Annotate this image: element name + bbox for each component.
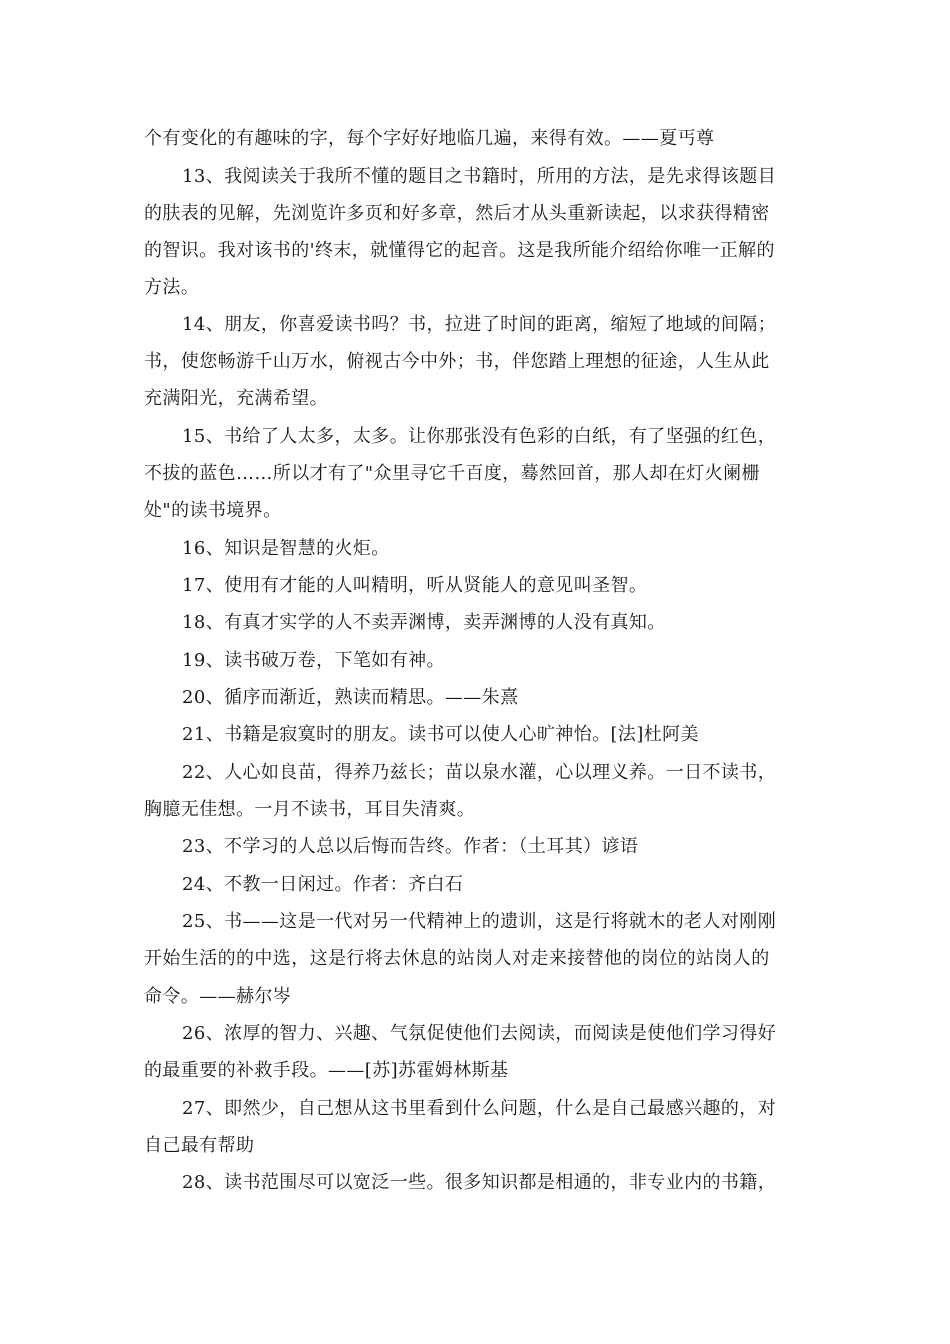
text-line: 28、读书范围尽可以宽泛一些。很多知识都是相通的，非专业内的书籍， — [182, 1172, 777, 1193]
text-line: 20、循序而渐近，熟读而精思。——朱熹 — [182, 687, 519, 708]
text-line: 23、不学习的人总以后悔而告终。作者：（土耳其）谚语 — [182, 836, 639, 857]
text-line: 不拔的蓝色……所以才有了"众里寻它千百度，蓦然回首，那人却在灯火阑栅 — [144, 463, 760, 484]
text-line: 25、书——这是一代对另一代精神上的遗训，这是行将就木的老人对刚刚 — [182, 911, 777, 932]
text-line: 18、有真才实学的人不卖弄渊博，卖弄渊博的人没有真知。 — [182, 612, 666, 633]
text-line: 21、书籍是寂寞时的朋友。读书可以使人心旷神怡。[法]杜阿美 — [182, 724, 699, 745]
text-line: 自己最有帮助 — [144, 1135, 255, 1156]
text-line: 方法。 — [144, 277, 200, 298]
text-line: 的最重要的补救手段。——[苏]苏霍姆林斯基 — [144, 1060, 509, 1081]
text-line: 处"的读书境界。 — [144, 500, 282, 521]
text-line: 开始生活的的中选，这是行将去休息的站岗人对走来接替他的岗位的站岗人的 — [144, 948, 770, 969]
text-line: 胸臆无佳想。一月不读书，耳目失清爽。 — [144, 799, 476, 820]
text-line: 的智识。我对该书的'终末，就懂得它的起音。这是我所能介绍给你唯一正解的 — [144, 240, 775, 261]
text-line: 22、人心如良苗，得养乃兹长；苗以泉水灌，心以理义养。一日不读书， — [182, 762, 777, 783]
text-line: 14、朋友，你喜爱读书吗？书，拉进了时间的距离，缩短了地域的间隔； — [182, 314, 777, 335]
text-line: 的肤表的见解，先浏览许多页和好多章，然后才从头重新读起，以求获得精密 — [144, 203, 770, 224]
text-line: 17、使用有才能的人叫精明，听从贤能人的意见叫圣智。 — [182, 575, 648, 596]
text-line: 充满阳光，充满希望。 — [144, 388, 328, 409]
text-line: 27、即然少，自己想从这书里看到什么问题，什么是自己最感兴趣的，对 — [182, 1098, 777, 1119]
text-line: 书，使您畅游千山万水，俯视古今中外；书，伴您踏上理想的征途，人生从此 — [144, 351, 770, 372]
text-line: 26、浓厚的智力、兴趣、气氛促使他们去阅读，而阅读是使他们学习得好 — [182, 1023, 777, 1044]
text-line: 16、知识是智慧的火炬。 — [182, 538, 390, 559]
text-line: 命令。——赫尔岑 — [144, 986, 292, 1007]
text-line: 13、我阅读关于我所不懂的题目之书籍时，所用的方法，是先求得该题目 — [182, 166, 777, 187]
text-line: 24、不教一日闲过。作者：齐白石 — [182, 874, 464, 895]
text-line: 15、书给了人太多，太多。让你那张没有色彩的白纸，有了坚强的红色， — [182, 426, 777, 447]
text-line: 19、读书破万卷，下笔如有神。 — [182, 650, 445, 671]
text-line: 个有变化的有趣味的字，每个字好好地临几遍，来得有效。——夏丐尊 — [144, 128, 715, 149]
